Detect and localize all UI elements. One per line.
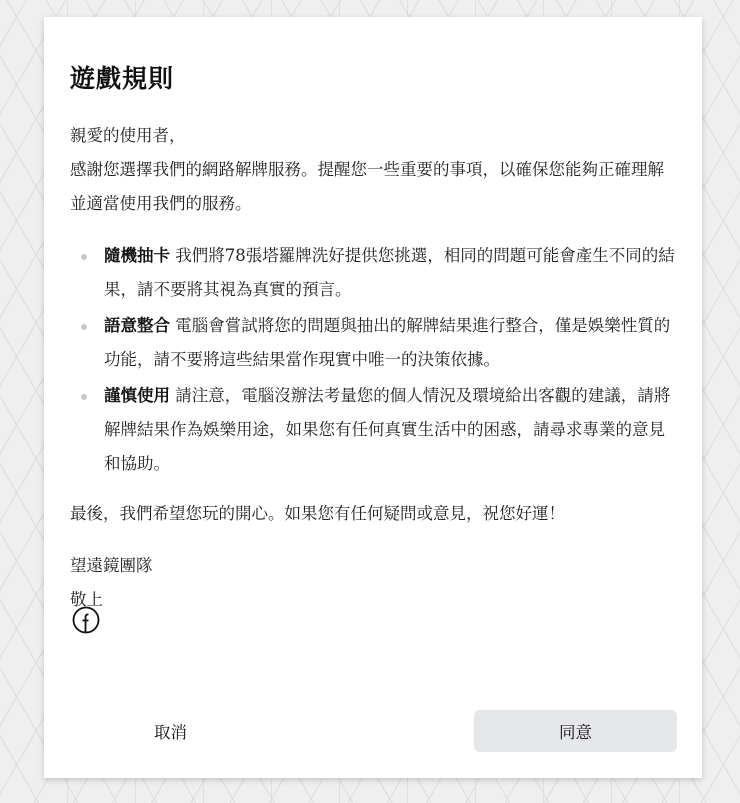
item-title: 謹慎使用 xyxy=(104,386,170,405)
dialog-title: 遊戲規則 xyxy=(70,64,175,93)
item-title: 語意整合 xyxy=(104,316,170,335)
item-text: 我們將78張塔羅牌洗好提供您挑選，相同的問題可能會產生不同的結果，請不要將其視為真實的預言。 xyxy=(104,246,675,299)
list-item xyxy=(104,239,680,307)
signature-end: 敬上 xyxy=(70,590,103,609)
cancel-button[interactable]: 取消 xyxy=(69,710,272,752)
intro-text: 感謝您選擇我們的網路解牌服務。提醒您一些重要的事項，以確保您能夠正確理解並適當使用我們的服務。 xyxy=(70,160,664,213)
item-title: 隨機抽卡 xyxy=(104,246,170,265)
item-text: 電腦會嘗試將您的問題與抽出的解牌結果進行整合，僅是娛樂性質的功能，請不要將這些結果當作現實中唯一的決策依據。 xyxy=(104,316,671,369)
dialog-body xyxy=(70,119,680,617)
rules-dialog xyxy=(44,17,702,778)
agree-button[interactable]: 同意 xyxy=(474,710,677,752)
closing-text: 最後，我們希望您玩的開心。如果您有任何疑問或意見，祝您好運！ xyxy=(70,504,565,523)
list-item xyxy=(104,379,680,481)
signature-team: 望遠鏡團隊 xyxy=(70,556,153,575)
item-text: 請注意，電腦沒辦法考量您的個人情況及環境給出客觀的建議，請將解牌結果作為娛樂用途，如果您有任何真實生活中的困惑，請尋求專業的意見和協助。 xyxy=(104,386,671,473)
greeting: 親愛的使用者， xyxy=(70,126,186,145)
rules-list xyxy=(70,239,680,481)
list-item xyxy=(104,309,680,377)
facebook-icon[interactable] xyxy=(72,606,100,634)
